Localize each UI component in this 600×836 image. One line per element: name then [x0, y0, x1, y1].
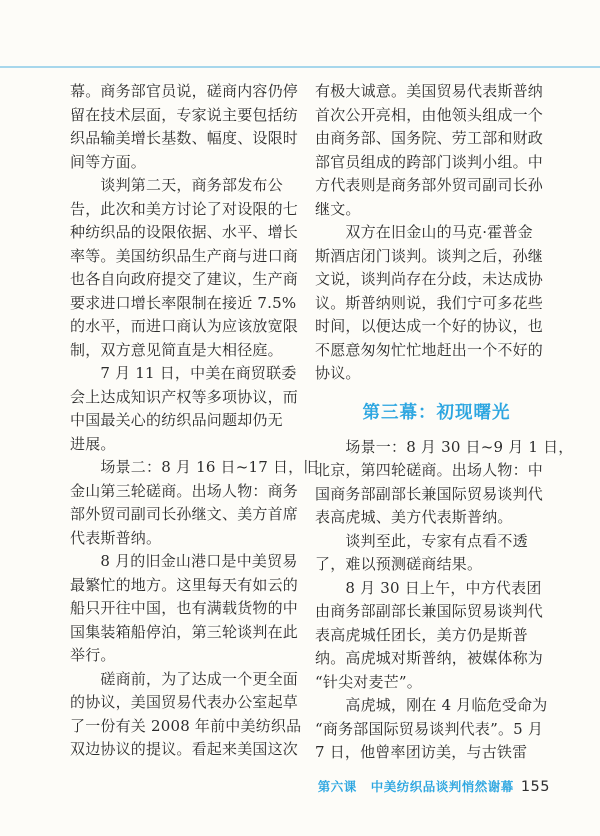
text-line: 议。斯普纳则说，我们宁可多花些 — [315, 293, 544, 312]
right-column — [315, 80, 574, 765]
text-line: 北京，第四轮磋商。出场人物：中 — [315, 461, 544, 479]
text-line: 部官员组成的跨部门谈判小组。中 — [315, 152, 544, 171]
lesson-label: 第六课 — [317, 779, 357, 794]
text-line: 金山第三轮磋商。出场人物：商务 — [70, 481, 299, 500]
text-line: 代表斯普纳。 — [70, 528, 162, 547]
text-line: 时间，以便达成一个好的协议，也 — [315, 317, 544, 335]
text-line: 间等方面。 — [70, 152, 147, 171]
text-line: 高虎城，刚在 4 月临危受命为 — [315, 696, 548, 714]
text-line: 国商务部副部长兼国际贸易谈判代 — [315, 484, 544, 503]
text-line: 织品输美增长基数、幅度、设限时 — [70, 129, 299, 147]
text-line: “针尖对麦芒”。 — [315, 672, 422, 691]
text-line: 纳。高虎城对斯普纳，被媒体称为 — [315, 649, 544, 667]
text-line: 率等。美国纺织品生产商与进口商 — [70, 246, 299, 265]
text-line: 协议。 — [315, 364, 361, 382]
text-line: 了，难以预测磋商结果。 — [315, 555, 483, 573]
text-line: 由商务部副部长兼国际贸易谈判代 — [315, 602, 544, 620]
text-line: 表高虎城、美方代表斯普纳。 — [315, 508, 513, 526]
right-column-upper — [315, 80, 546, 386]
text-line: 方代表则是商务部外贸司副司长孙 — [315, 176, 544, 194]
text-line: 由商务部、国务院、劳工部和财政 — [315, 129, 544, 147]
page-number: 155 — [520, 779, 550, 795]
text-line: 场景二：8 月 16 日~17 日，旧 — [70, 458, 319, 476]
text-line: 的协议，美国贸易代表办公室起草 — [70, 693, 299, 711]
text-line: 举行。 — [70, 646, 116, 664]
text-line: 有极大诚意。美国贸易代表斯普纳 — [315, 82, 544, 100]
text-line: 的水平，而进口商认为应该放宽限 — [70, 317, 299, 335]
text-line: 双边协议的提议。看起来美国这次 — [70, 740, 299, 758]
text-line: 制，双方意见简直是大相径庭。 — [70, 340, 283, 359]
text-line: 表高虎城任团长，美方仍是斯普 — [315, 625, 528, 644]
text-line: 8 月 30 日上午，中方代表团 — [315, 578, 542, 597]
text-line: 留在技术层面，专家说主要包括纺 — [70, 105, 299, 124]
text-line: 种纺织品的设限依据、水平、增长 — [70, 223, 299, 241]
text-line: 首次公开亮相，由他领头组成一个 — [315, 105, 544, 124]
text-line: 场景一：8 月 30 日~9 月 1 日， — [315, 437, 574, 456]
top-divider — [0, 66, 600, 68]
text-line: 幕。商务部官员说，磋商内容仍停 — [70, 82, 299, 100]
text-line: 最繁忙的地方。这里每天有如云的 — [70, 575, 299, 594]
page-footer — [318, 777, 550, 795]
text-line: 不愿意匆匆忙忙地赶出一个不好的 — [315, 340, 544, 359]
page-body — [70, 80, 574, 765]
text-line: 谈判第二天，商务部发布公 — [70, 176, 283, 194]
text-line: 船只开往中国，也有满载货物的中 — [70, 599, 299, 617]
text-line: 进展。 — [70, 434, 116, 453]
text-line: 斯酒店闭门谈判。谈判之后，孙继 — [315, 246, 544, 265]
text-line: 7 日，他曾率团访美，与古铁雷 — [315, 743, 528, 761]
text-line: 磋商前，为了达成一个更全面 — [70, 669, 299, 688]
text-line: 会上达成知识产权等多项协议，而 — [70, 387, 299, 406]
section-heading: 第三幕：初现曙光 — [362, 402, 511, 423]
text-line: 告，此次和美方讨论了对设限的七 — [70, 199, 299, 218]
right-column-lower — [315, 436, 574, 765]
text-line: 了一份有关 2008 年前中美纺织品 — [70, 716, 302, 735]
text-line: 双方在旧金山的马克·霍普金 — [315, 223, 533, 241]
chapter-title: 中美纺织品谈判悄然谢幕 — [370, 779, 514, 794]
text-line: 中国最关心的纺织品问题却仍无 — [70, 411, 283, 429]
text-line: 部外贸司副司长孙继文、美方首席 — [70, 505, 299, 523]
text-line: 7 月 11 日，中美在商贸联委 — [70, 364, 297, 382]
text-line: 谈判至此，专家有点看不透 — [315, 531, 528, 550]
text-line: 文说，谈判尚存在分歧，未达成协 — [315, 270, 544, 288]
text-line: 也各自向政府提交了建议，生产商 — [70, 270, 299, 288]
text-line: 国集装箱船停泊，第三轮谈判在此 — [70, 622, 299, 641]
text-line: 要求进口增长率限制在接近 7.5% — [70, 293, 297, 312]
left-column — [70, 80, 319, 765]
text-line: “商务部国际贸易谈判代表”。5 月 — [315, 719, 544, 738]
text-line: 继文。 — [315, 199, 361, 218]
text-line: 8 月的旧金山港口是中美贸易 — [70, 552, 298, 570]
